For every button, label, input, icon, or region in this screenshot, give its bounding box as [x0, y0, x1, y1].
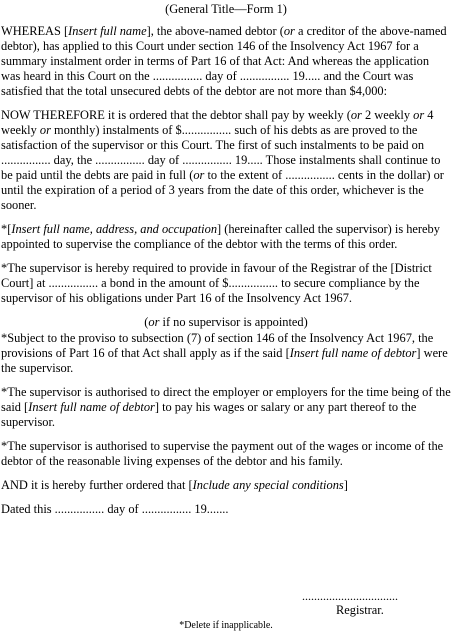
form-document	[1, 0, 451, 526]
proviso-paragraph: *Subject to the proviso to subsection (7) of section 146 of the Insolvency Act 1967, the provisions of Part 16 of that Act shall apply as if the said [Insert full name of debtor] were the supervisor.	[1, 331, 448, 375]
special-conditions-paragraph: AND it is hereby further ordered that [Include any special conditions]	[1, 478, 348, 492]
employer-direction-paragraph: *The supervisor is authorised to direct the employer or employers for the time being of the said [Insert full name of debtor] to pay his wages or salary or any part thereof to the supervisor.	[1, 385, 451, 429]
supervisor-bond-paragraph: *The supervisor is hereby required to provide in favour of the Registrar of the [District Court] at ................ a bond in the amount of $................ to secure compliance by the supervisor of his obligations under Part 16 of the Insolvency Act 1967.	[1, 261, 432, 305]
dated-line: Dated this ................ day of ................ 19.......	[1, 502, 229, 516]
whereas-paragraph: WHEREAS [Insert full name], the above-named debtor (or a creditor of the above-named debtor), has applied to this Court under section 146 of the Insolvency Act 1967 for a summary instalment order in terms of Part 16 of that Act: And whereas the application was heard in this Court on the ................ day of ................ 19..... and the Court was satisfied that the total unsecured debts of the debtor are not more than $4,000:	[1, 24, 447, 98]
living-expenses-paragraph: *The supervisor is authorised to supervise the payment out of the wages or income of the debtor of the reasonable living expenses of the debtor and his family.	[1, 439, 444, 468]
footnote: *Delete if inapplicable.	[179, 620, 273, 631]
no-supervisor-heading: (or if no supervisor is appointed)	[144, 315, 308, 329]
form-title: (General Title—Form 1)	[165, 2, 287, 16]
supervisor-appointment-paragraph: *[Insert full name, address, and occupation] (hereinafter called the supervisor) is hereby appointed to supervise the compliance of the debtor with the terms of this order.	[1, 222, 440, 251]
registrar-signature-line: ................................	[302, 589, 398, 603]
order-paragraph: NOW THEREFORE it is ordered that the debtor shall pay by weekly (or 2 weekly or 4 weekly or monthly) instalments of $................ such of his debts as are proved to the satisfaction of the supervisor or this Court. The first of such instalments to be paid on ................ day, the ................ day of ................ 19..... Those instalments shall continue to be paid until the debts are paid in full (or to the extent of ................ cents in the dollar) or until the expiration of a period of 3 years from the date of this order, whichever is the sooner.	[1, 108, 444, 212]
registrar-label: Registrar.	[336, 603, 384, 617]
